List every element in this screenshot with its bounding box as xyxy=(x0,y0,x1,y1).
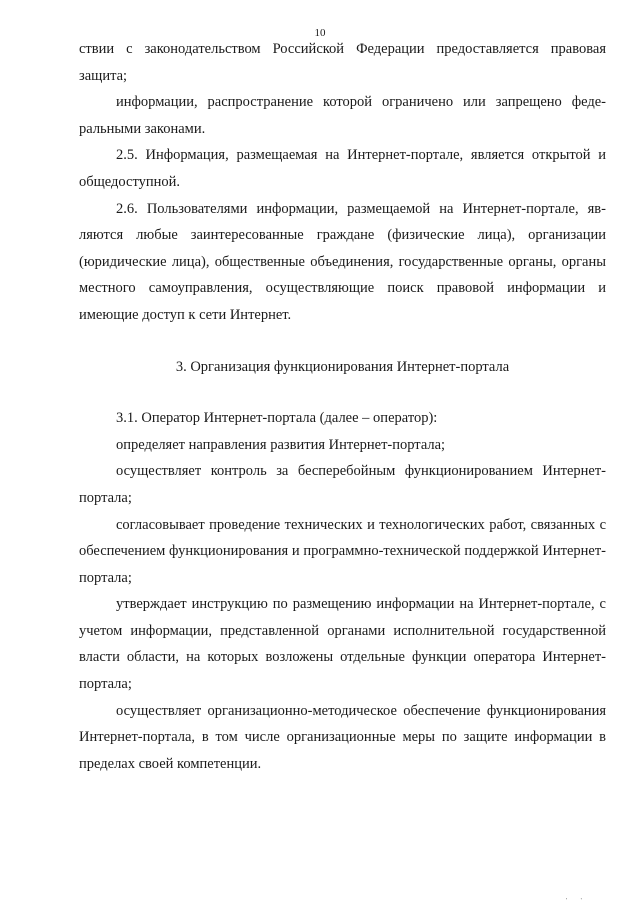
list-item: согласовывает проведение технических и технологических работ, связанных с обеспечением функционирования и программно-технической поддержкой Интернет-портала; xyxy=(79,516,606,586)
paragraph-2-5: 2.5. Информация, размещаемая на Интернет-портале, является открытой и общедоступной. xyxy=(79,147,606,190)
paragraph-continuation: ствии с законодательством Российской Федерации предоставляется правовая защита; xyxy=(79,41,606,84)
page-number: 10 xyxy=(314,27,326,39)
section-heading: 3. Организация функционирования Интернет-портала xyxy=(175,358,510,375)
list-item: утверждает инструкцию по размещению информации на Интернет-портале, с учетом информации, представленной органами исполнительной государственной власти области, на которых возложены отдельные функции оператора Интернет-портала; xyxy=(79,596,606,693)
paragraph-3-1: 3.1. Оператор Интернет-портала (далее – оператор): xyxy=(116,410,438,427)
list-item: осуществляет контроль за бесперебойным функционированием Интернет-портала; xyxy=(79,463,606,506)
paragraph-2-6: 2.6. Пользователями информации, размещаемой на Интернет-портале, являются любые заинтересованные граждане (физические лица), организации (юридические лица), общественные объединения, государственные органы, органы местного самоуправления, осуществляющие поиск правовой информации и имеющие доступ к сети Интернет. xyxy=(79,200,606,323)
document-body xyxy=(79,36,606,777)
list-item: осуществляет организационно-методическое обеспечение функционирования Интернет-портала, в том числе организационные меры по защите информации в пределах своей компетенции. xyxy=(79,702,606,772)
spacer xyxy=(79,380,606,405)
spacer xyxy=(79,329,606,354)
paragraph: информации, распространение которой ограничено или запрещено федеральными законами. xyxy=(79,94,606,137)
list-item: определяет направления развития Интернет-портала; xyxy=(116,436,446,453)
footer-marks: ' ' xyxy=(566,898,588,904)
